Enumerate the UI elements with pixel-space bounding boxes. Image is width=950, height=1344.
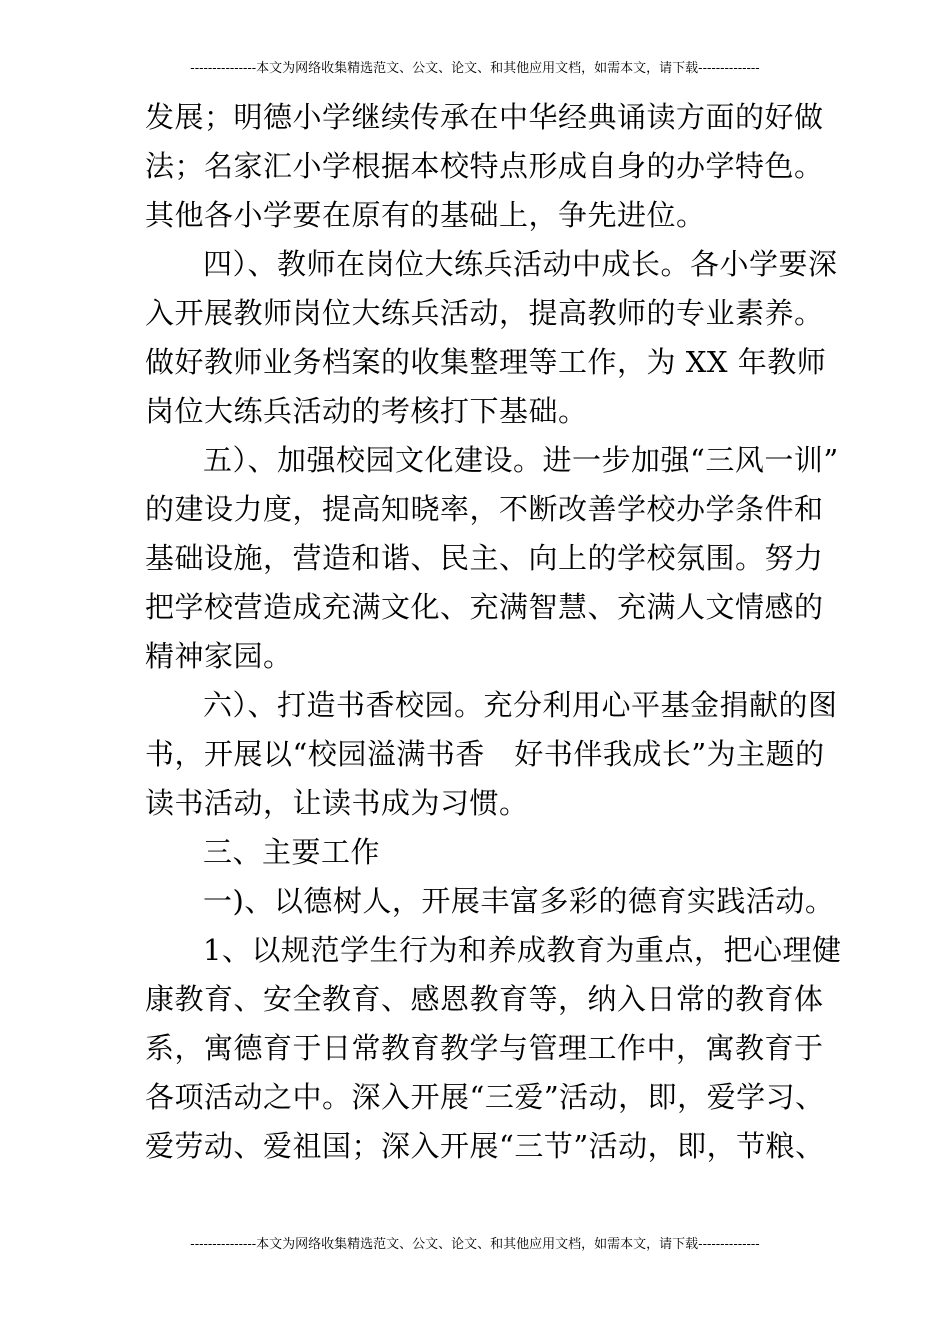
- body-line: 把学校营造成充满文化、充满智慧、充满人文情感的: [145, 590, 824, 624]
- body-line: 爱劳动、爱祖国；深入开展“三节”活动，即，节粮、: [145, 1129, 825, 1163]
- body-line: 发展；明德小学继续传承在中华经典诵读方面的好做: [145, 100, 824, 134]
- body-line: 做好教师业务档案的收集整理等工作，为 XX 年教师: [145, 345, 827, 379]
- body-line: 书，开展以“校园溢满书香 好书伴我成长”为主题的: [145, 737, 825, 771]
- body-line: 四）、教师在岗位大练兵活动中成长。各小学要深: [203, 247, 838, 281]
- body-line: 岗位大练兵活动的考核打下基础。: [145, 394, 588, 428]
- body-line: 入开展教师岗位大练兵活动，提高教师的专业素养。: [145, 296, 824, 330]
- section-heading: 三、主要工作: [203, 835, 381, 869]
- body-line: 其他各小学要在原有的基础上，争先进位。: [145, 198, 706, 232]
- body-line: 读书活动，让读书成为习惯。: [145, 786, 529, 820]
- body-line: 基础设施，营造和谐、民主、向上的学校氛围。努力: [145, 541, 824, 575]
- body-line: 六）、打造书香校园。充分利用心平基金捐献的图: [203, 688, 838, 722]
- body-line: 的建设力度，提高知晓率，不断改善学校办学条件和: [145, 492, 824, 526]
- body-line: 系，寓德育于日常教育教学与管理工作中，寓教育于: [145, 1031, 824, 1065]
- footer-banner: ---------------本文为网络收集精选范文、公文、论文、和其他应用文档，如需本文，请下载--------------: [190, 1237, 760, 1252]
- document-body: [145, 93, 842, 1171]
- body-line: 1、以规范学生行为和养成教育为重点，把心理健: [203, 933, 842, 967]
- body-line: 各项活动之中。深入开展“三爱”活动，即，爱学习、: [145, 1080, 825, 1114]
- body-line: 一)、以德树人，开展丰富多彩的德育实践活动。: [203, 884, 835, 918]
- body-line: 康教育、安全教育、感恩教育等，纳入日常的教育体: [145, 982, 824, 1016]
- header-banner: ---------------本文为网络收集精选范文、公文、论文、和其他应用文档，如需本文，请下载--------------: [190, 61, 760, 76]
- body-line: 精神家园。: [145, 639, 293, 673]
- body-line: 五）、加强校园文化建设。进一步加强“三风一训”: [203, 443, 839, 477]
- body-line: 法；名家汇小学根据本校特点形成自身的办学特色。: [145, 149, 824, 183]
